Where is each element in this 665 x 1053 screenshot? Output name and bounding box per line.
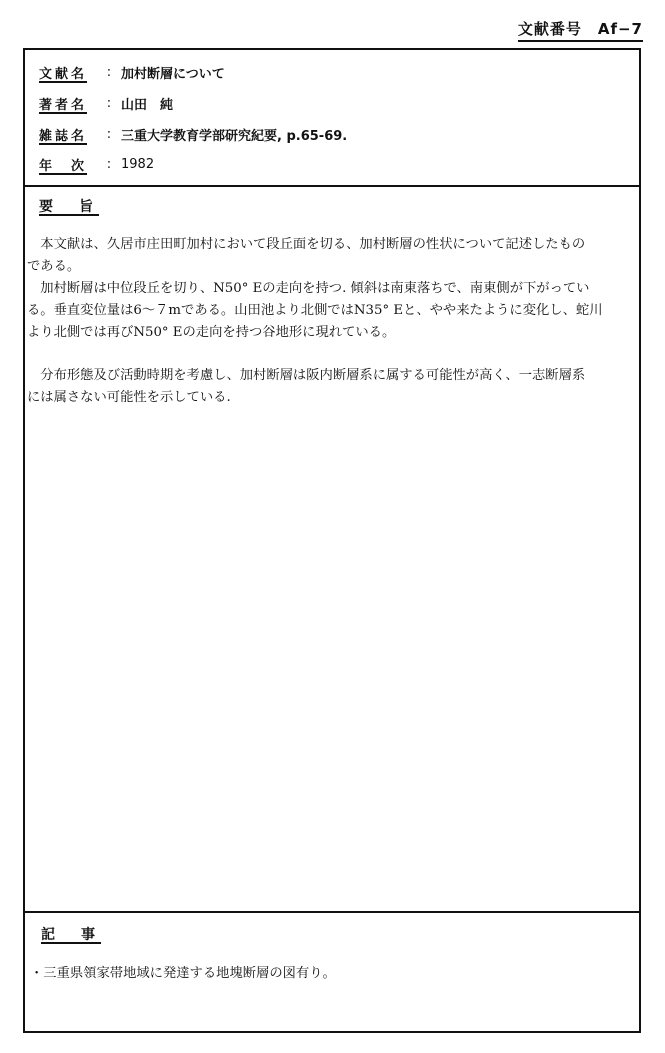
abstract-line: には属さない可能性を示している. (27, 390, 231, 405)
abstract-body (27, 234, 637, 409)
document-number: 文献番号 Af−7 (518, 18, 643, 42)
journal-value: 三重大学教育学部研究紀要, p.65-69. (121, 128, 348, 144)
paragraph-gap (27, 344, 637, 365)
separator: : (106, 64, 112, 80)
year-label: 年 次 (39, 158, 88, 174)
meta-row-year (39, 154, 154, 174)
abstract-line: より北側では再びN50° Eの走向を持つ谷地形に現れている。 (27, 325, 396, 340)
meta-row-author (39, 93, 173, 113)
abstract-line: 加村断層は中位段丘を切り、N50° Eの走向を持つ. 傾斜は南東落ちで、南東側が下がってい (27, 281, 590, 296)
title-label: 文献名 (39, 66, 88, 82)
abstract-heading: 要 旨 (39, 199, 99, 215)
metadata-section (25, 50, 639, 187)
author-value: 山田 純 (121, 97, 174, 113)
separator: : (106, 95, 112, 111)
separator: : (106, 156, 112, 172)
document-frame (23, 48, 641, 1033)
note-item: ・三重県領家帯地域に発達する地塊断層の図有り。 (30, 966, 336, 981)
author-label: 著者名 (39, 97, 88, 113)
title-value: 加村断層について (121, 66, 225, 82)
meta-row-journal (39, 124, 347, 144)
journal-label: 雑誌名 (39, 128, 88, 144)
notes-heading: 記 事 (41, 927, 101, 943)
year-value: 1982 (121, 156, 155, 172)
separator: : (106, 126, 112, 142)
abstract-line: 本文献は、久居市庄田町加村において段丘面を切る、加村断層の性状について記述したもの (27, 237, 586, 252)
notes-section (25, 911, 639, 1035)
abstract-line: 分布形態及び活動時期を考慮し、加村断層は阪内断層系に属する可能性が高く、一志断層系 (27, 368, 586, 383)
abstract-line: る。垂直変位量は6～７mである。山田池より北側ではN35° Eと、やや来たように変化し、蛇川 (27, 303, 603, 318)
meta-row-title (39, 62, 225, 82)
abstract-line: である。 (27, 259, 81, 274)
